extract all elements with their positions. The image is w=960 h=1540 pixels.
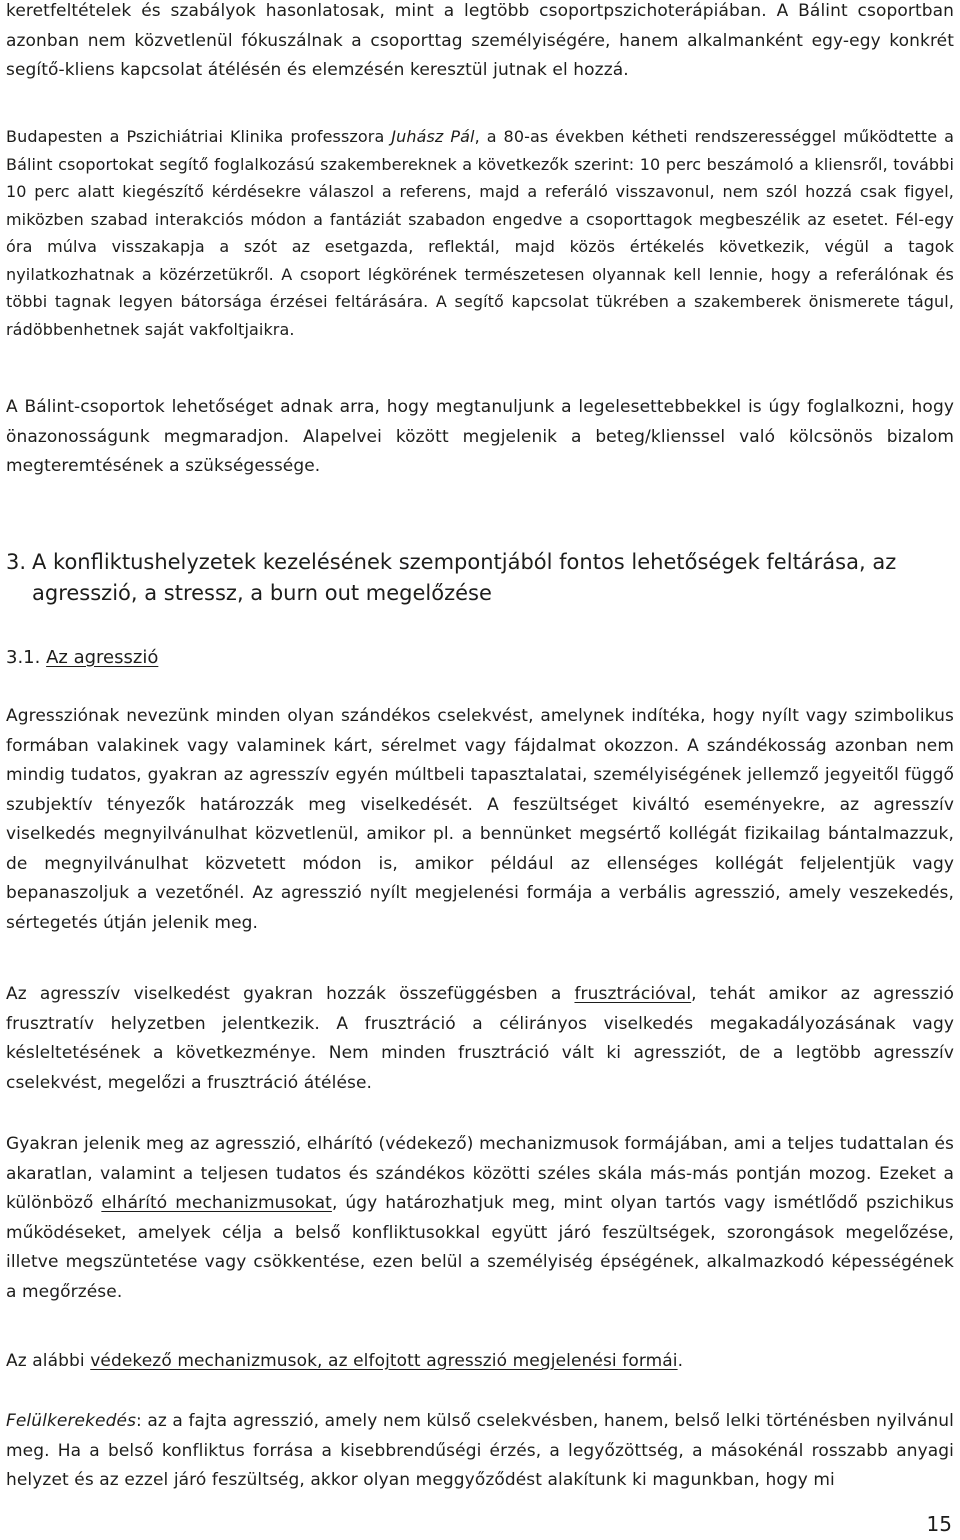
paragraph-balint-groups — [6, 393, 954, 482]
paragraph-overcompensation — [6, 1407, 954, 1496]
paragraph-list-intro — [6, 1347, 954, 1377]
paragraph-defense-mechanisms-text-b: , úgy határozhatjuk meg, mint olyan tartós vagy ismétlődő pszichikus működéseket, amelyek célja a belső konfliktusokkal együtt járó feszültségek, szorongások megelőzése, illetve megszüntetése vagy csökkentése, ezen belül a személyiség épségének, alkalmazkodó képességének a megőrzése. — [6, 1193, 954, 1302]
section-heading-3 — [6, 547, 954, 609]
term-defense-mechanisms: elhárító mechanizmusokat — [101, 1193, 332, 1213]
paragraph-frustration-text-b: , tehát amikor az agresszió frusztratív helyzetben jelentkezik. A frusztráció a célirányos viselkedés megakadályozásának vagy késleltetésének a következménye. Nem minden frusztráció vált ki agressziót, de a legtöbb agresszív cselekvést, megelőzi a frusztráció átélése. — [6, 984, 954, 1093]
term-frustration: frusztrációval — [574, 984, 692, 1004]
section-title-line1: A konfliktushelyzetek kezelésének szempontjából fontos lehetőségek feltárása, az — [32, 550, 897, 574]
paragraph-defense-mechanisms-text-a: Gyakran jelenik meg az agresszió, elhárító (védekező) mechanizmusok formájában, ami a teljes tudattalan és akaratlan, valamint a teljesen tudatos és szándékos közötti széles skála más-más pontján mozog. Ezeket a különböző — [6, 1134, 954, 1213]
person-name-juhasz: Juhász Pál — [391, 127, 475, 146]
paragraph-frustration — [6, 980, 954, 1098]
subsection-title: Az agresszió — [46, 647, 159, 668]
paragraph-aggression-definition-text: Agressziónak nevezünk minden olyan szándékos cselekvést, amelynek indítéka, hogy nyílt vagy szimbolikus formában valakinek vagy valaminek kárt, sérelmet vagy fájdalmat okozzon. A szándékosság azonban nem mindig tudatos, gyakran az agresszív egyén múltbeli tapasztalatai, személyiségének jellemző jegyeitől függő szubjektív tényezők határozzák meg viselkedését. A feszültséget kiváltó eseményekre, az agresszív viselkedés megnyilvánulhat közvetlenül, amikor pl. a bennünket megsértő kollégát fizikailag bántalmazzuk, de megnyilvánulhat közvetett módon is, amikor például az ellenséges kollégát feljelentjük vagy bepanaszoljuk a vezetőnél. Az agresszió nyílt megjelenési formája a verbális agresszió, amely veszekedés, sértegetés útján jelenik meg. — [6, 706, 954, 933]
paragraph-frustration-text-a: Az agresszív viselkedést gyakran hozzák összefüggésben a — [6, 984, 575, 1004]
paragraph-intro-text: keretfeltételek és szabályok hasonlatosak, mint a legtöbb csoportpszichoterápiában. A Bálint csoportban azonban nem közvetlenül fókuszálnak a csoporttag személyiségére, hanem alkalmanként egy-egy konkrét segítő-kliens kapcsolat átélésén és elemzésén keresztül jutnak el hozzá. — [6, 1, 954, 80]
paragraph-budapest-text-b: , a 80-as években kétheti rendszerességgel működtette a Bálint csoportokat segítő foglalkozású szakembereknek a következők szerint: 10 perc beszámoló a kliensről, további 10 perc alatt kiegészítő kérdésekre válaszol a referens, majd a referáló visszavonul, nem szól hozzá csak figyel, miközben szabad interakciós módon a fantáziát szabadon engedve a csoporttagok megbeszélik az esetet. Fél-egy óra múlva visszakapja a szót az esetgazda, reflektál, majd közös értékelés következik, végül a tagok nyilatkozhatnak a közérzetükről. A csoport légkörének természetesen olyannak kell lennie, hogy a referálónak és többi tagnak legyen bátorsága érzései feltárására. A segítő kapcsolat tükrében a szakemberek önismerete tágul, rádöbbenhetnek saját vakfoltjaikra. — [6, 127, 954, 339]
paragraph-aggression-definition — [6, 702, 954, 938]
section-title-line2: agresszió, a stressz, a burn out megelőzése — [32, 581, 492, 605]
term-suppressed-aggression: védekező mechanizmusok, az elfojtott agresszió megjelenési formái — [90, 1351, 678, 1371]
paragraph-budapest — [6, 123, 954, 343]
paragraph-budapest-text-a: Budapesten a Pszichiátriai Klinika professzora — [6, 127, 392, 146]
paragraph-balint-groups-text: A Bálint-csoportok lehetőséget adnak arra, hogy megtanuljunk a legelesettebbekkel is úgy foglalkozni, hogy önazonosságunk megmaradjon. Alapelvei között megjelenik a beteg/klienssel való kölcsönös bizalom megteremtésének a szükségessége. — [6, 397, 954, 476]
page-number: 15 — [926, 1512, 952, 1536]
subsection-number: 3.1. — [6, 647, 41, 668]
paragraph-list-intro-text-a: Az alábbi — [6, 1351, 91, 1371]
paragraph-intro — [6, 0, 954, 86]
subsection-heading-3-1 — [6, 645, 158, 671]
term-overcompensation: Felülkerekedés — [6, 1411, 137, 1431]
paragraph-list-intro-text-b: . — [677, 1351, 684, 1371]
paragraph-overcompensation-text: : az a fajta agresszió, amely nem külső cselekvésben, hanem, belső lelki történésben nyilvánul meg. Ha a belső konfliktus forrása a kisebbrendűségi érzés, a legyőzöttség, a másokénál rosszabb anyagi helyzet és az ezzel járó feszültség, akkor olyan meggyőződést alakítunk ki magunkban, hogy mi — [6, 1411, 954, 1490]
section-number: 3. — [6, 550, 27, 574]
paragraph-defense-mechanisms — [6, 1130, 954, 1307]
